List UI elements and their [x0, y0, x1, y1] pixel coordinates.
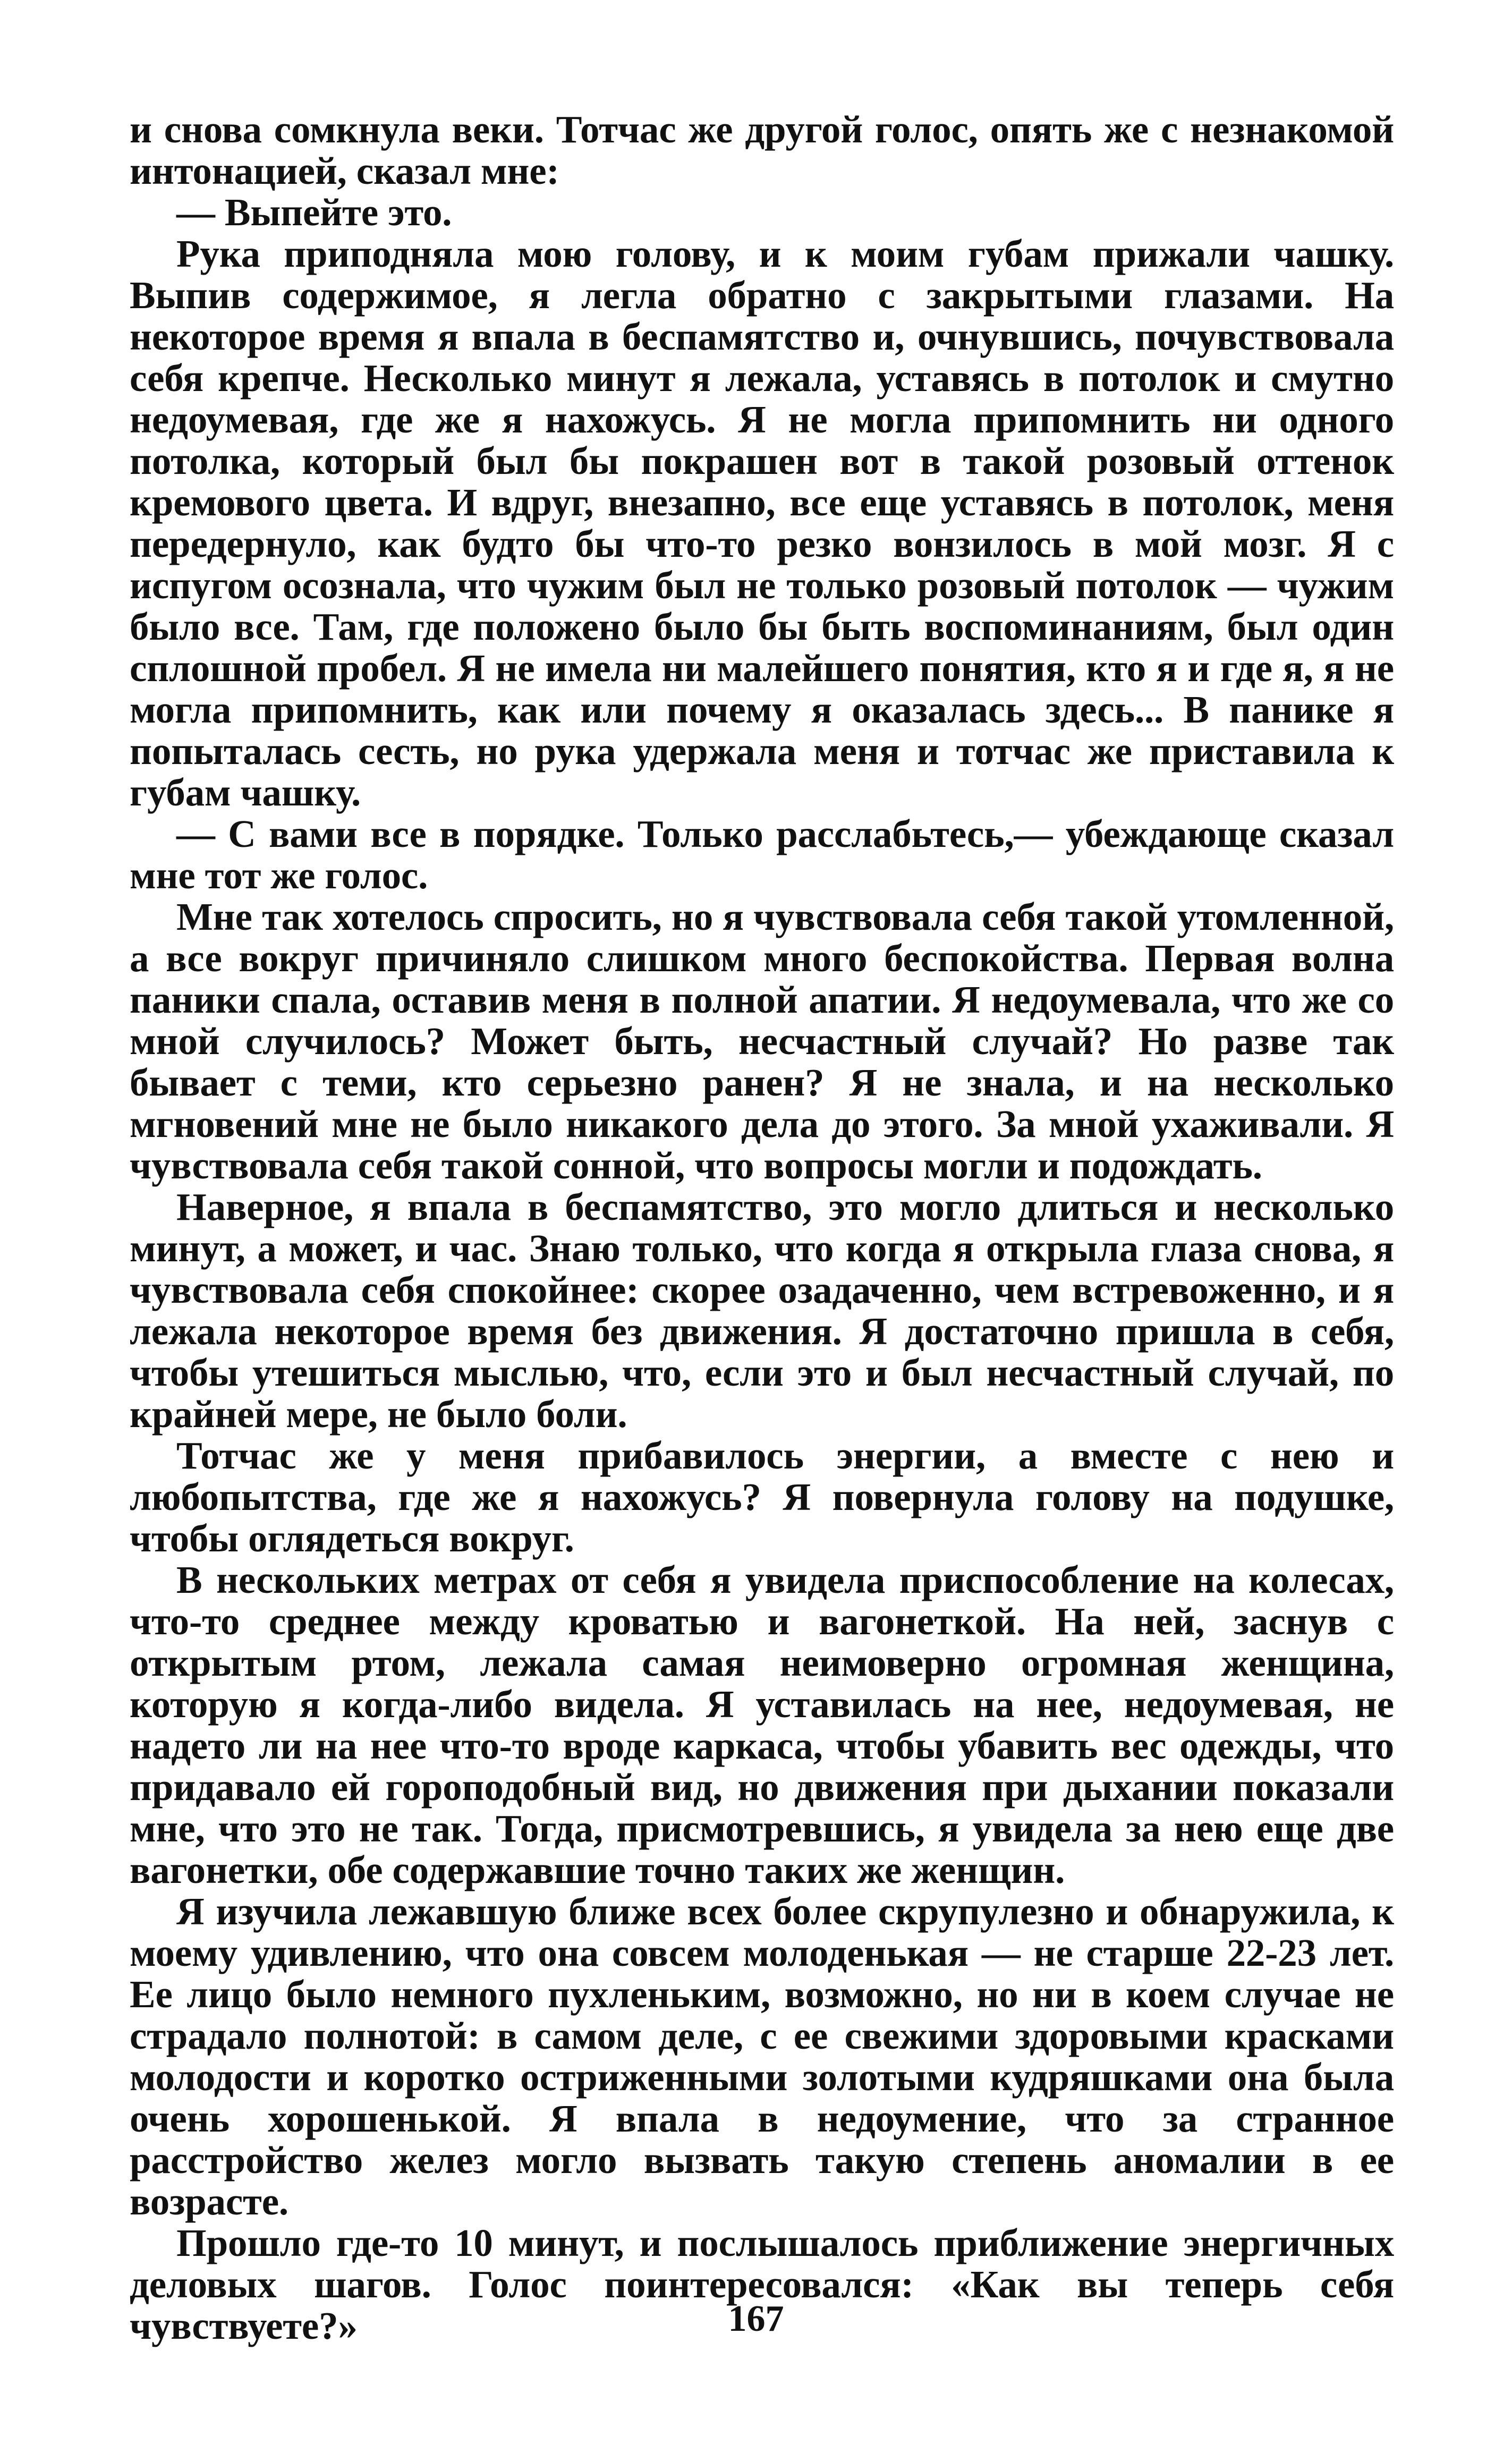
paragraph: и снова сомкнула веки. Тотчас же другой голос, опять же с незнакомой интонацией, сказал мне: — [130, 108, 1394, 192]
paragraph: Тотчас же у меня прибавилось энергии, а вместе с нею и любопытства, где же я нахожусь? Я повернула голову на подушке, чтобы оглядеться вокруг. — [130, 1434, 1394, 1560]
paragraph: Я изучила лежавшую ближе всех более скрупулезно и обнаружила, к моему удивлению, что она совсем молоденькая — не старше 22-23 лет. Ее лицо было немного пухленьким, возможно, но ни в коем случае не страдало полнотой: в самом деле, с ее свежими здоровыми красками молодости и коротко остриженными золотыми кудряшками она была очень хорошенькой. Я впала в недоумение, что за странное расстройство желез могло вызвать такую степень аномалии в ее возрасте. — [130, 1890, 1394, 2223]
paragraph: Наверное, я впала в беспамятство, это могло длиться и несколько минут, а может, и час. Знаю только, что когда я открыла глаза снова, я чувствовала себя спокойнее: скорее озадаченно, чем встревоженно, и я лежала некоторое время без движения. Я достаточно пришла в себя, чтобы утешиться мыслью, что, если это и был несчастный случай, по крайней мере, не было боли. — [130, 1185, 1394, 1436]
paragraph: — С вами все в порядке. Только расслабьтесь,— убеждающе сказал мне тот же голос. — [130, 812, 1394, 897]
paragraph: Рука приподняла мою голову, и к моим губам прижали чашку. Выпив содержимое, я легла обратно с закрытыми глазами. На некоторое время я впала в беспамятство и, очнувшись, почувствовала себя крепче. Несколько минут я лежала, уставясь в потолок и смутно недоумевая, где же я нахожусь. Я не могла припомнить ни одного потолка, который был бы покрашен вот в такой розовый оттенок кремового цвета. И вдруг, внезапно, все еще уставясь в потолок, меня передернуло, как будто бы что-то резко вонзилось в мой мозг. Я с испугом осознала, что чужим был не только розовый потолок — чужим было все. Там, где положено было бы быть воспоминаниям, был один сплошной пробел. Я не имела ни малейшего понятия, кто я и где я, я не могла припомнить, как или почему я оказалась здесь... В панике я попыталась сесть, но рука удержала меня и тотчас же приставила к губам чашку. — [130, 232, 1394, 814]
paragraph: Прошло где-то 10 минут, и послышалось приближение энергичных деловых шагов. Голос поинтересовался: «Как вы теперь себя чувствуете?» — [130, 2221, 1394, 2347]
body-text — [130, 109, 1394, 2347]
paragraph: В нескольких метрах от себя я увидела приспособление на колесах, что-то среднее между кроватью и вагонеткой. На ней, заснув с открытым ртом, лежала самая неимоверно огромная женщина, которую я когда-либо видела. Я уставилась на нее, недоумевая, не надето ли на нее что-то вроде каркаса, чтобы убавить вес одежды, что придавало ей гороподобный вид, но движения при дыхании показали мне, что это не так. Тогда, присмотревшись, я увидела за нею еще две вагонетки, обе содержавшие точно таких же женщин. — [130, 1558, 1394, 1891]
book-page — [130, 109, 1394, 2347]
paragraph: Мне так хотелось спросить, но я чувствовала себя такой утомленной, а все вокруг причиняло слишком много беспокойства. Первая волна паники спала, оставив меня в полной апатии. Я недоумевала, что же со мной случилось? Может быть, несчастный случай? Но разве так бывает с теми, кто серьезно ранен? Я не знала, и на несколько мгновений мне не было никакого дела до этого. За мной ухаживали. Я чувствовала себя такой сонной, что вопросы могли и подождать. — [130, 895, 1394, 1187]
paragraph: — Выпейте это. — [176, 191, 452, 234]
page-number: 167 — [728, 2298, 784, 2339]
